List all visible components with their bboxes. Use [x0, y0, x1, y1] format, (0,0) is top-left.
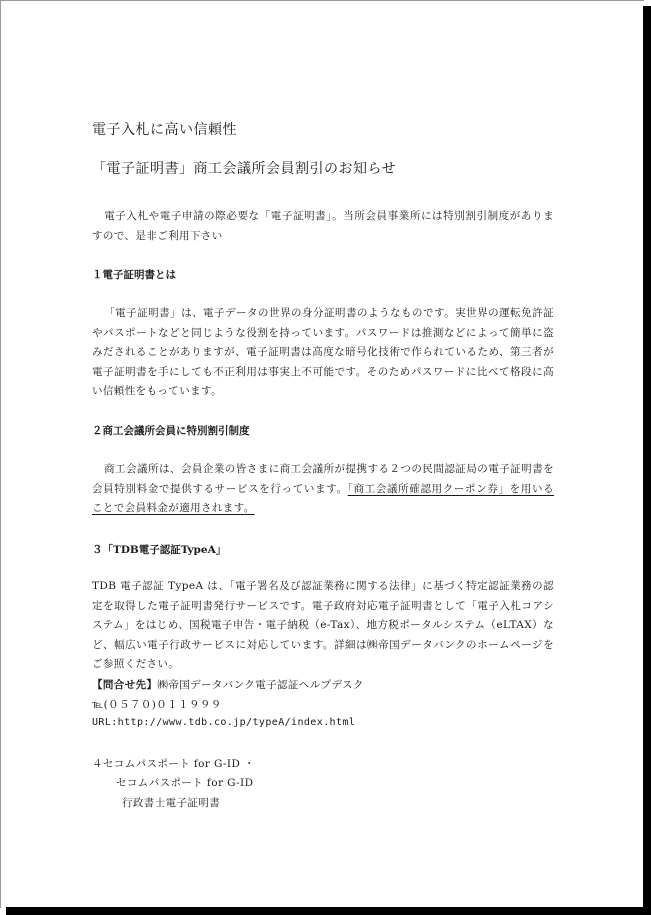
contact-tel: ℡(０５７０)０１１９９９ [92, 699, 222, 711]
section4-line3: 行政書士電子証明書 [122, 797, 221, 809]
contact-line [92, 677, 364, 692]
section4-heading: ４セコムパスポート for G-ID ・ [92, 758, 255, 770]
section3-paragraph: TDB 電子認証 TypeA は、「電子署名及び認証業務に関する法律」に基づく特定認証業務の認定を取得した電子証明書発行サービスです。電子政府対応電子証明書として「電子入札コアシステム」をはじめ、国税電子申告・電子納税（e-Tax）、地方税ポータルシステム（eLTAX）など、幅広い電子行政サービスに対応しています。詳細は㈱帝国データバンクのホームページをご参照ください。 [92, 580, 554, 670]
section1-paragraph [92, 304, 554, 402]
contact-label: 【問合せ先】 [92, 679, 158, 691]
document-subtitle: 「電子証明書」商工会議所会員割引のお知らせ [92, 161, 397, 177]
section2-heading: ２商工会議所会員に特別割引制度 [92, 425, 250, 437]
section1-heading: １電子証明書とは [92, 269, 176, 281]
section4-line2: セコムパスポート for G-ID [116, 777, 254, 789]
tdb-url-link[interactable]: URL:http://www.tdb.co.jp/typeA/index.html [92, 717, 356, 728]
intro-text: 電子入札や電子申請の際必要な「電子証明書」。当所会員事業所には特別割引制度がありますので、是非ご利用下さい [92, 210, 554, 242]
contact-name: ㈱帝国データバンク電子認証ヘルプデスク [157, 679, 364, 691]
page-shadow-bottom [6, 907, 651, 915]
document-title: 電子入札に高い信頼性 [92, 122, 237, 138]
tdb-url[interactable] [92, 717, 355, 728]
page-shadow-right [643, 6, 651, 915]
intro-paragraph [92, 207, 554, 246]
section1-text: 「電子証明書」は、電子データの世界の身分証明書のようなものです。実世界の運転免許証やパスポートなどと同じような役割を持っています。パスワードは推測などによって簡単に盗みだされることがありますが、電子証明書は高度な暗号化技術で作られているため、第三者が電子証明書を手にしても不正利用は事実上不可能です。そのためパスワードに比べて格段に高い信頼性をもっています。 [92, 307, 554, 397]
section2-paragraph [92, 460, 554, 519]
section3-heading: ３「TDB電子認証TypeA」 [92, 544, 227, 556]
section2-text: 商工会議所は、会員企業の皆さまに商工会議所が提携する２つの民間認証局の電子証明書を会員特別料金で提供するサービスを行っています。 [92, 463, 554, 495]
coupon-note: 「商工会議所確認用クーポン券」を用いることで会員料金が適用されます。 [92, 482, 555, 514]
